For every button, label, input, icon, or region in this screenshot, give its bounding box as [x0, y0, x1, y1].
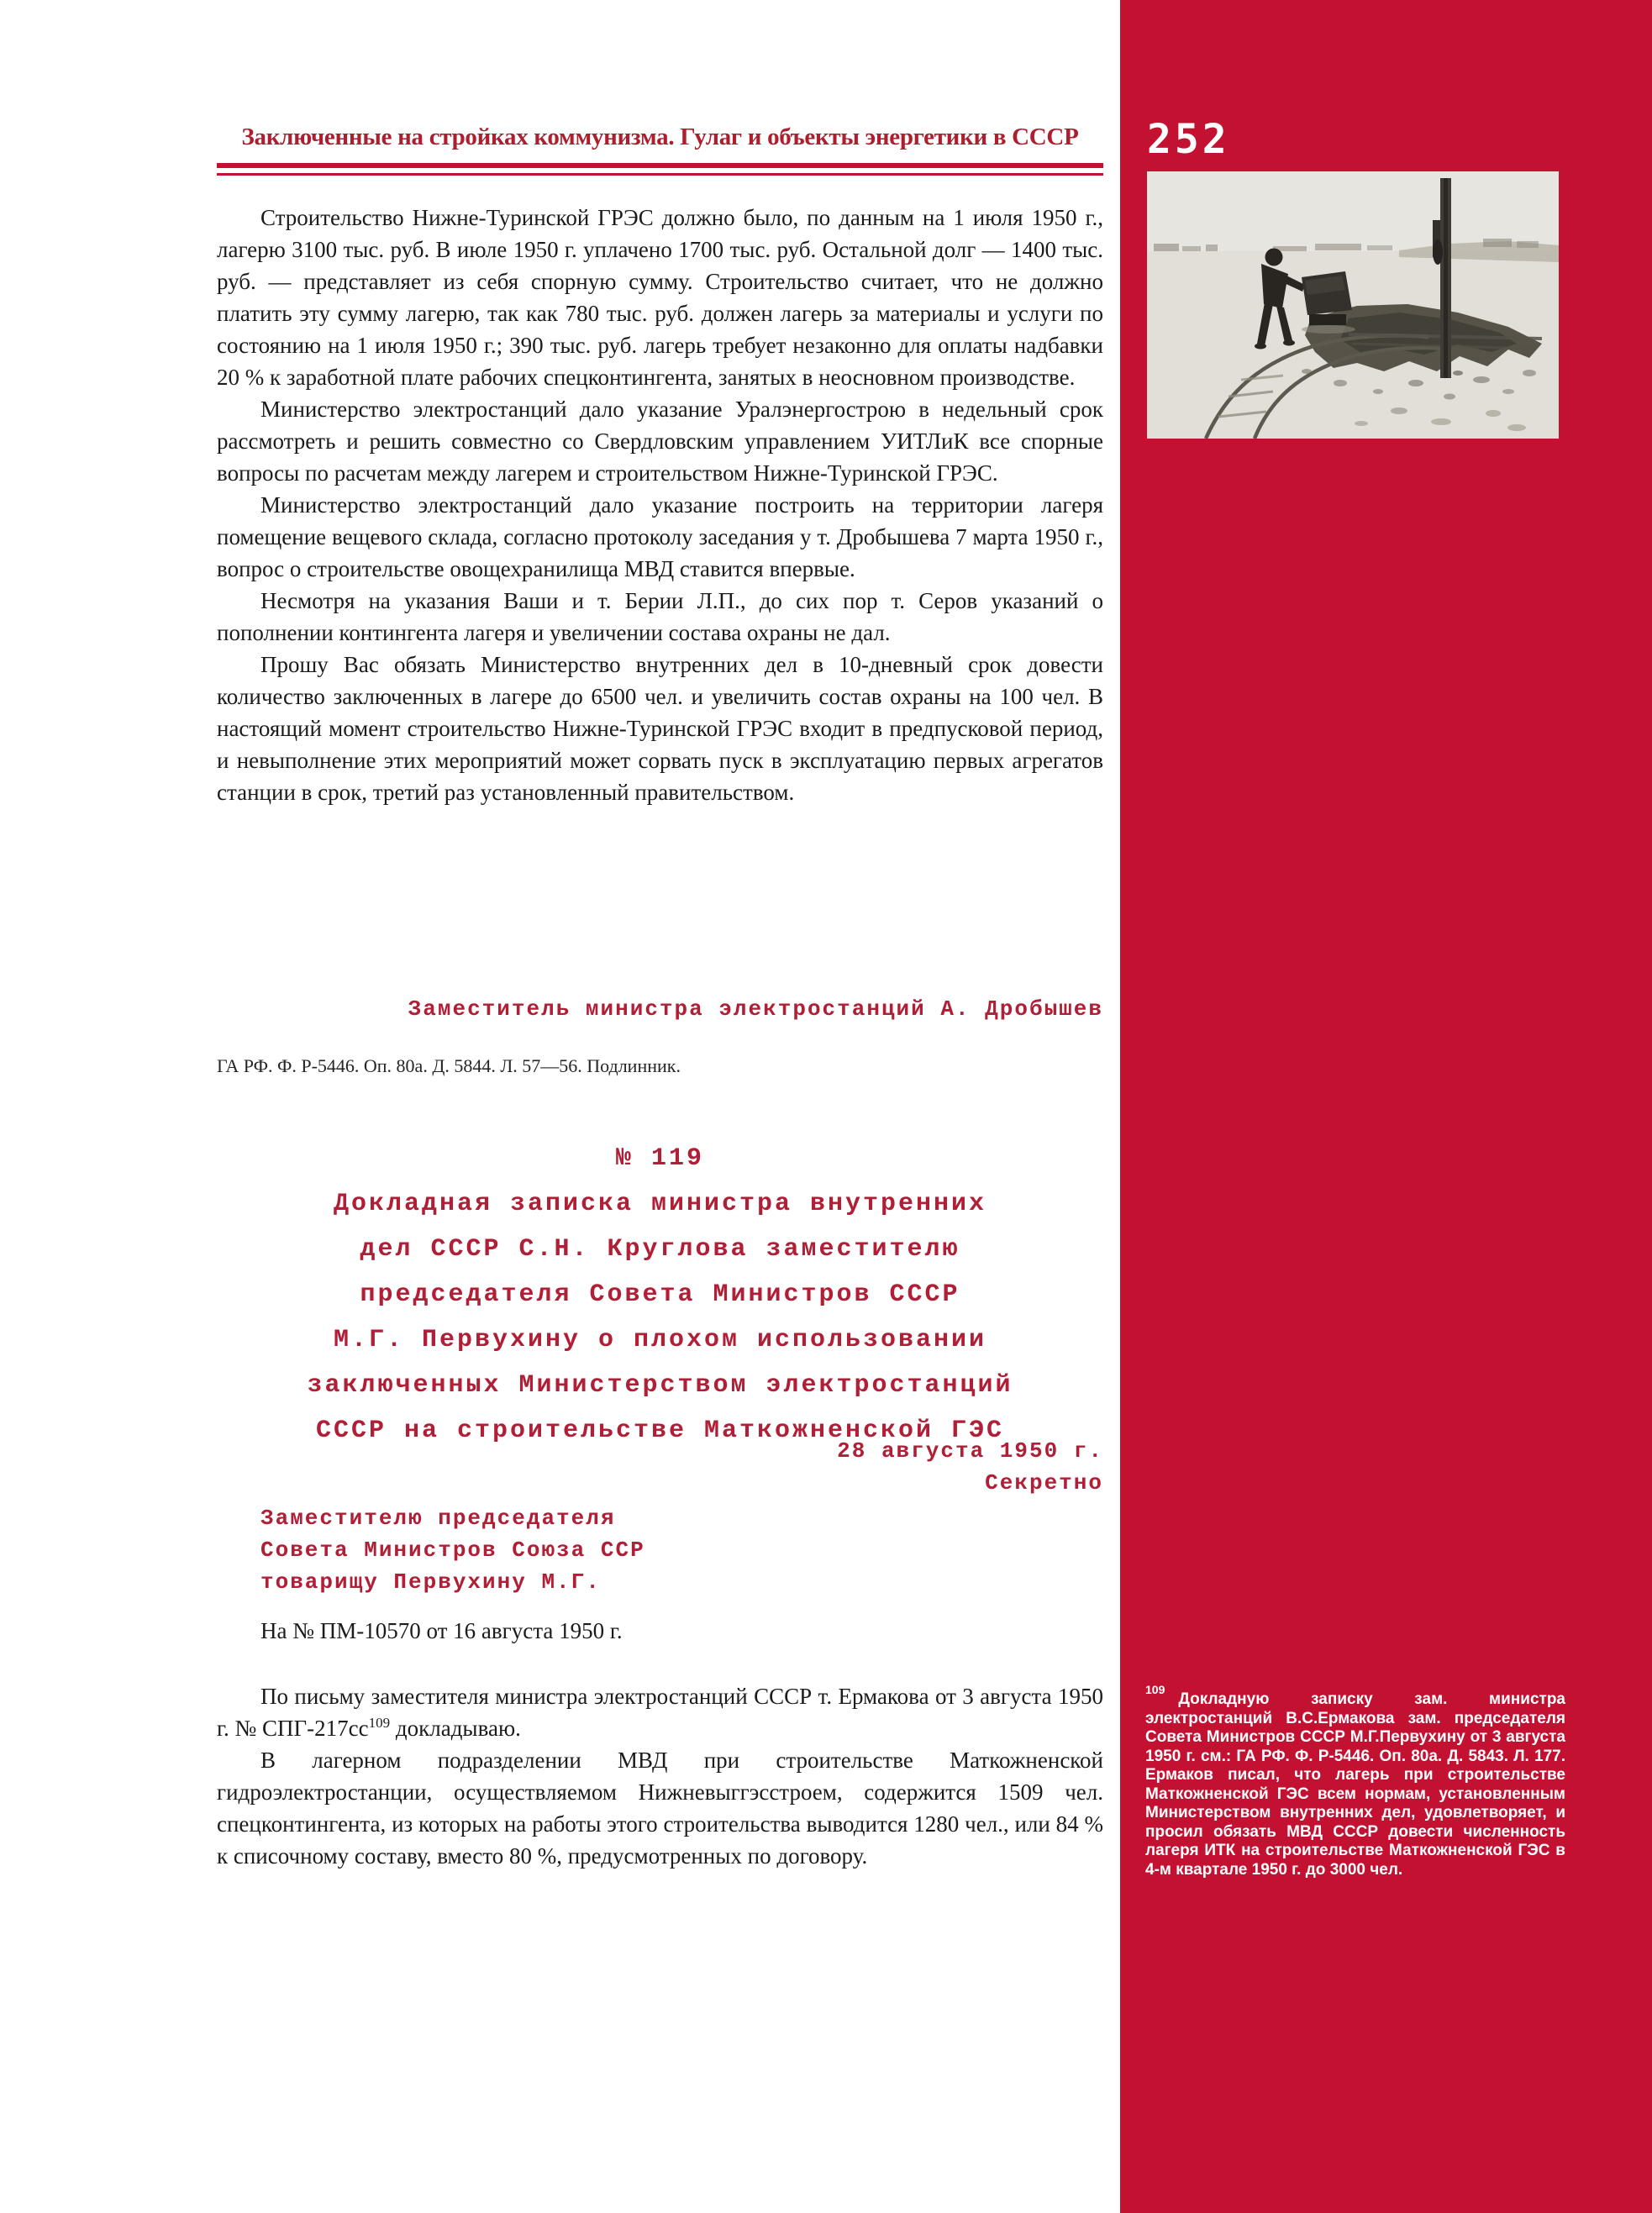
paragraph-text: По письму заместителя министра электростанций СССР т. Ермакова от 3 августа 1950 г. № СПГ-217сс — [217, 1684, 1103, 1741]
document-title-line: председателя Совета Министров СССР — [360, 1280, 960, 1309]
document-2-heading — [217, 1136, 1103, 1453]
document-title-line: Докладная записка министра внутренних — [333, 1190, 987, 1218]
red-sidebar — [1120, 0, 1652, 2213]
footnote-marker: 109 — [368, 1715, 391, 1731]
paragraph: Министерство электростанций дало указание построить на территории лагеря помещение вещевого склада, согласно протоколу заседания у т. Дробышева 7 марта 1950 г., вопрос о строительстве овощехранилища МВД ставится впервые. — [217, 492, 1103, 581]
reference-line: На № ПМ-10570 от 16 августа 1950 г. — [260, 1618, 623, 1643]
page-number: 252 — [1147, 116, 1230, 163]
photo-illustration — [1147, 171, 1559, 439]
archive-reference: ГА РФ. Ф. Р-5446. Оп. 80а. Д. 5844. Л. 57—56. Подлинник. — [217, 1055, 681, 1076]
header-rule-thick — [217, 163, 1103, 168]
addressee-line: товарищу Первухину М.Г. — [260, 1569, 601, 1595]
addressee-line: Совета Министров Союза ССР — [260, 1538, 645, 1563]
addressee-block — [217, 1502, 1103, 1598]
running-header-title: Заключенные на стройках коммунизма. Гулаг и объекты энергетики в СССР — [241, 124, 1079, 150]
paragraph — [217, 1680, 1103, 1744]
document-title-line: заключенных Министерством электростанций — [307, 1371, 1013, 1400]
sidebar-footnote — [1145, 1682, 1565, 1879]
document-title-line: дел СССР С.Н. Круглова заместителю — [360, 1235, 960, 1264]
document-number: № 119 — [615, 1144, 704, 1173]
paragraph: Строительство Нижне-Туринской ГРЭС должно было, по данным на 1 июля 1950 г., лагерю 3100 тыс. руб. В июле 1950 г. уплачено 1700 тыс. руб. Остальной долг — 1400 тыс. руб. — представляет из себя спорную сумму. Строительство считает, что не должно платить эту сумму лагерю, так как 780 тыс. руб. должен лагерь за материалы и услуги по состоянию на 1 июля 1950 г.; 390 тыс. руб. лагерь требует незаконно для оплаты надбавки 20 % к заработной плате рабочих спецконтингента, занятых в неосновном производстве. — [217, 205, 1103, 390]
footnote-number: 109 — [1145, 1682, 1165, 1696]
addressee-line: Заместителю председателя — [260, 1506, 616, 1531]
classification-label: Секретно — [985, 1470, 1103, 1495]
signature-line: Заместитель министра электростанций А. Дробышев — [408, 996, 1103, 1022]
document-1-text — [217, 202, 1103, 808]
footnote-text: Докладную записку зам. министра электростанций В.С.Ермакова зам. председателя Совета Министров СССР М.Г.Первухину от 3 августа 1950 г. см.: ГА РФ. Ф. Р-5446. Оп. 80а. Д. 5843. Л. 177. Ермаков писал, что лагерь при строительстве Маткожненской ГЭС всем нормам, установленным Министерством внутренних дел, удовлетворяет, и просил обязать МВД СССР довести численность лагеря ИТК на строительстве Маткожненской ГЭС в 4-м квартале 1950 г. до 3000 чел. — [1145, 1690, 1565, 1879]
paragraph: Прошу Вас обязать Министерство внутренних дел в 10-дневный срок довести количество заключенных в лагере до 6500 чел. и увеличить состав охраны на 100 чел. В настоящий момент строительство Нижне-Туринской ГРЭС входит в предпусковой период, и невыполнение этих мероприятий может сорвать пуск в эксплуатацию первых агрегатов станции в срок, третий раз установленный правительством. — [217, 652, 1103, 805]
paragraph: Министерство электростанций дало указание Уралэнергострою в недельный срок рассмотреть и решить совместно со Свердловским управлением УИТЛиК все спорные вопросы по расчетам между лагерем и строительством Нижне-Туринской ГРЭС. — [217, 397, 1103, 486]
paragraph-text: докладываю. — [390, 1716, 521, 1741]
prisoner-mine-cart-photo — [1147, 171, 1559, 439]
main-column — [217, 0, 1103, 2213]
header-rule-thin — [217, 173, 1103, 176]
document-title-line: СССР на строительстве Маткожненской ГЭС — [315, 1417, 1005, 1445]
paragraph: Несмотря на указания Ваши и т. Берии Л.П., до сих пор т. Серов указаний о пополнении контингента лагеря и увеличении состава охраны не дал. — [217, 588, 1103, 645]
document-2-text — [217, 1680, 1103, 1872]
document-date: 28 августа 1950 г. — [837, 1438, 1103, 1464]
date-and-classification — [217, 1435, 1103, 1499]
paragraph: В лагерном подразделении МВД при строительстве Маткожненской гидроэлектростанции, осуществляемом Нижневыггэсстроем, содержится 1509 чел. спецконтингента, из которых на работы этого строительства выводится 1280 чел., или 84 % к списочному составу, вместо 80 %, предусмотренных по договору. — [217, 1748, 1103, 1869]
document-title-line: М.Г. Первухину о плохом использовании — [333, 1326, 987, 1354]
